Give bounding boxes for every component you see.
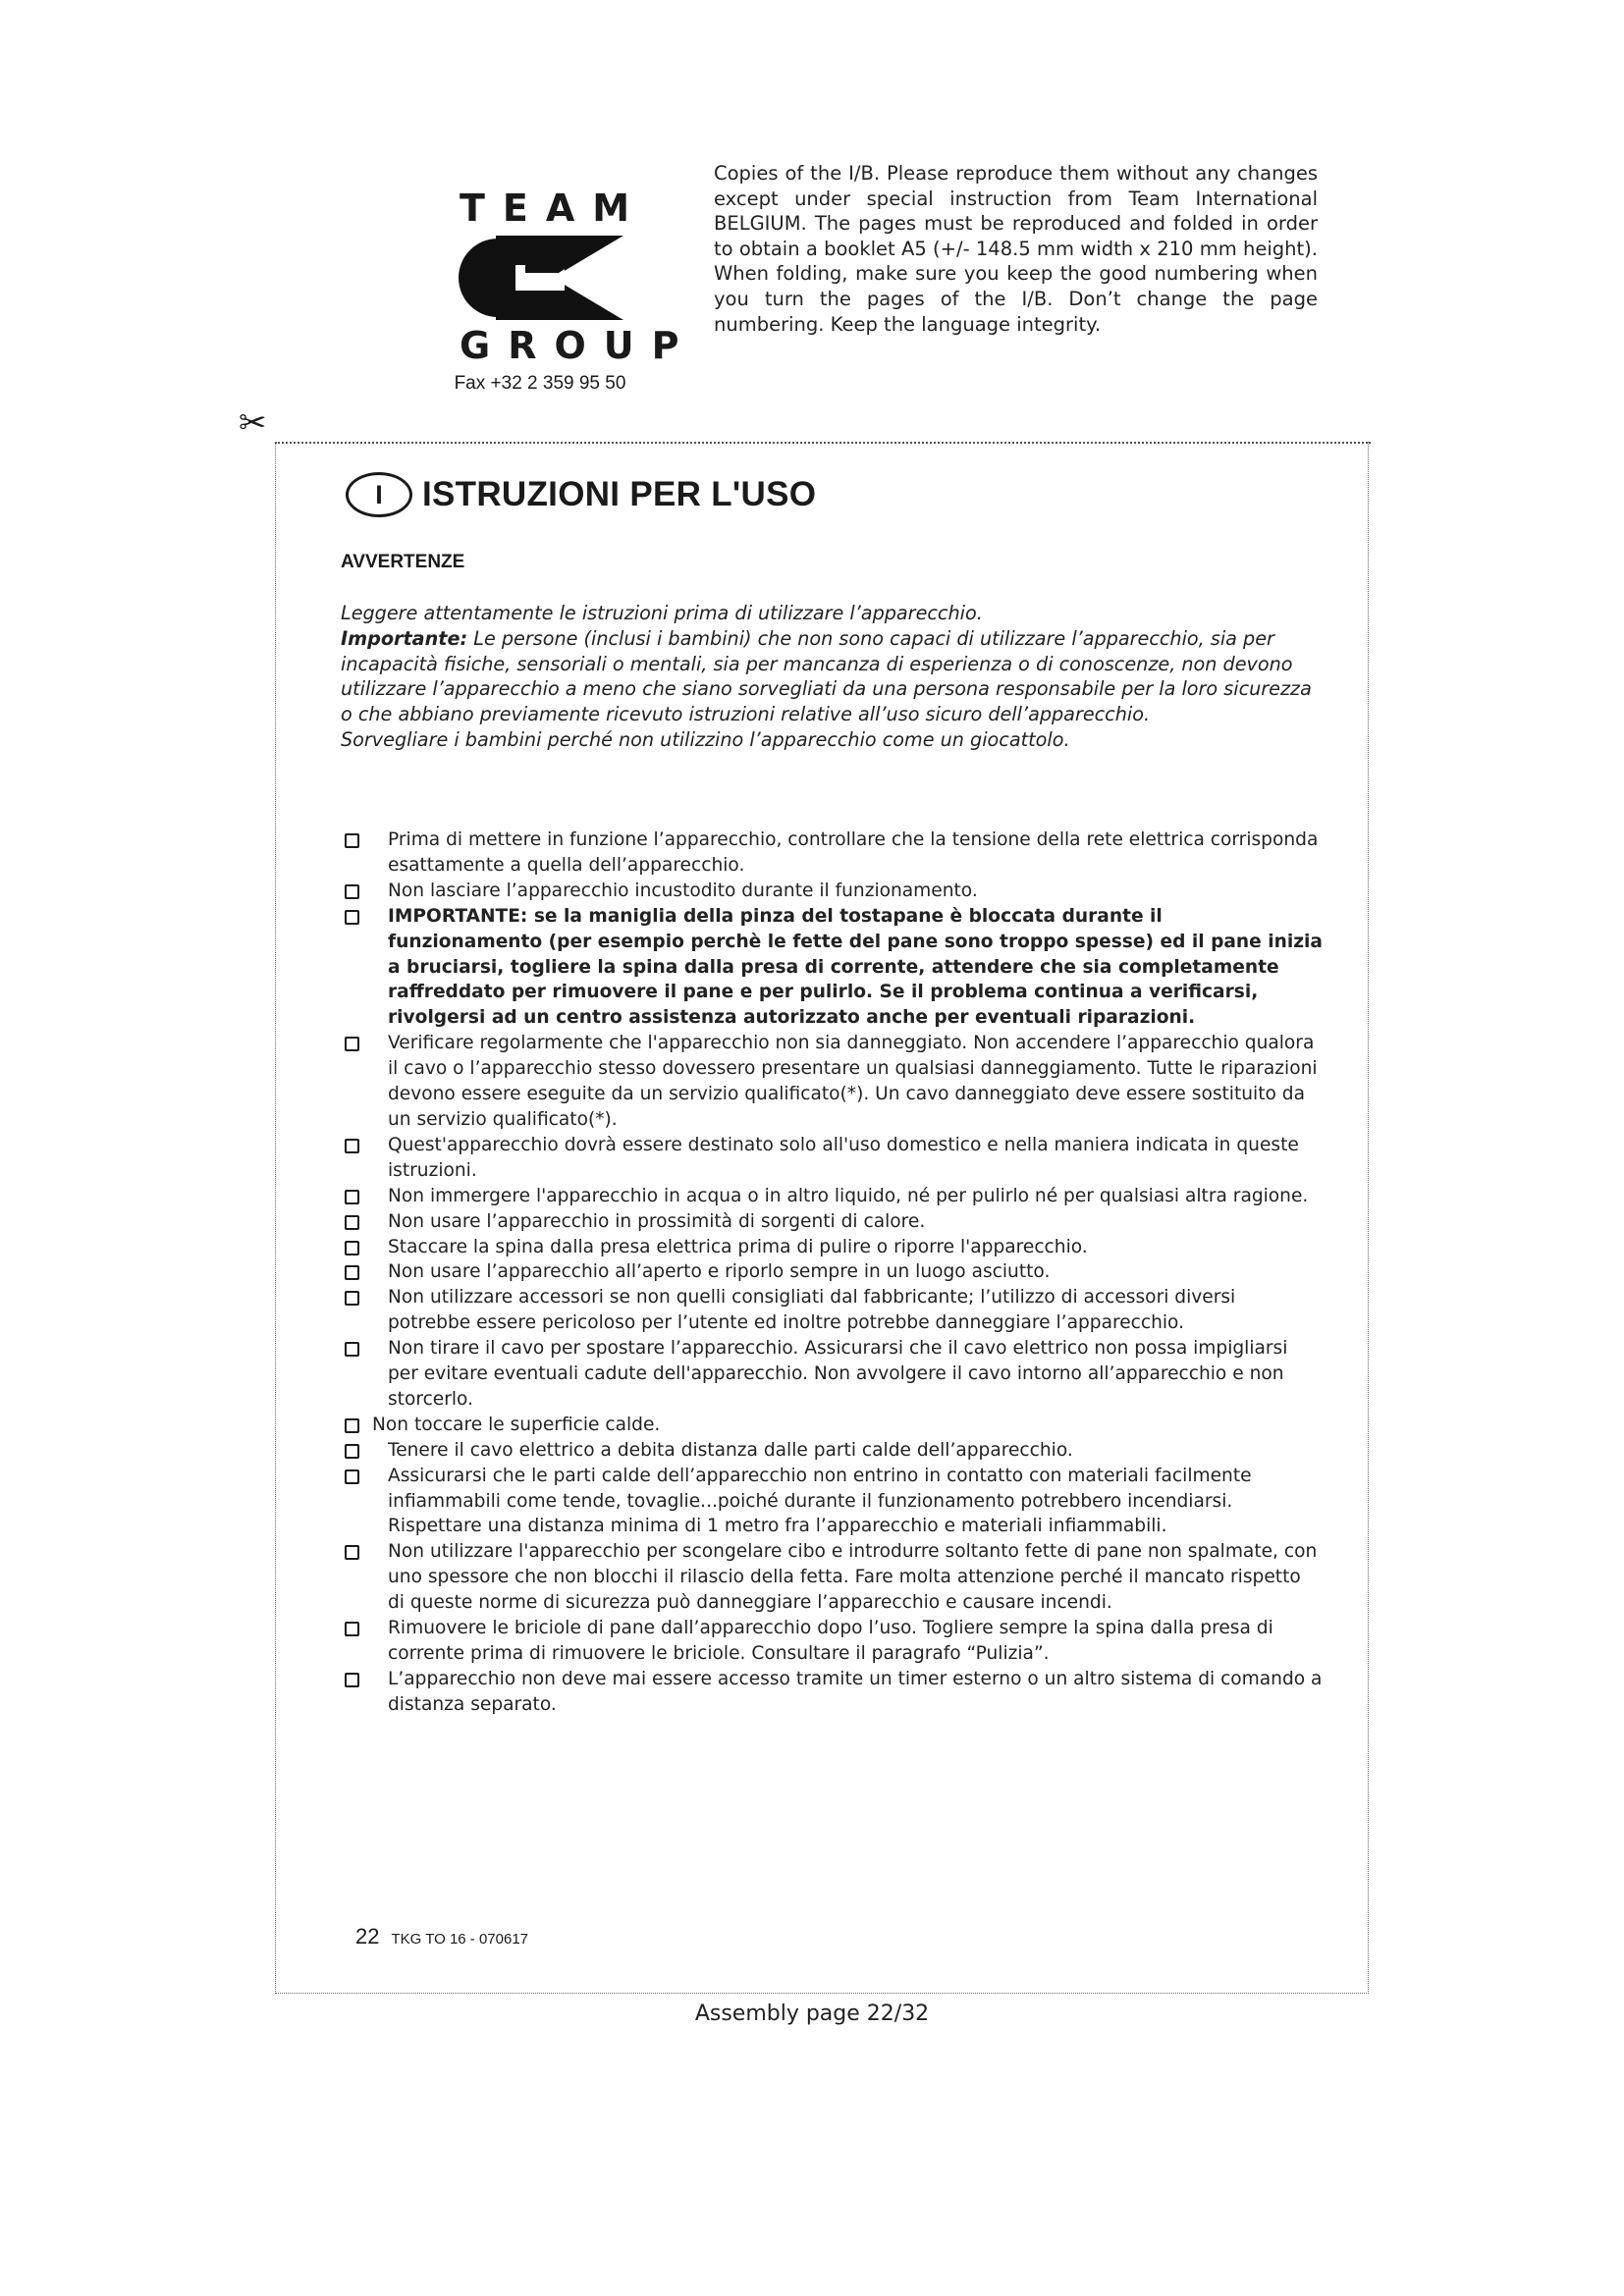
reproduction-note: Copies of the I/B. Please reproduce them without any changes except under special instruction from Team International BELGIUM. The pages must be reproduced and folded in order to obtain a booklet A5 (+/- 148.5 mm width x 210 mm height). When folding, make sure you keep the good numbering when you turn the pages of the I/B. Don’t change the page numbering. Keep the language integrity.: [714, 162, 1318, 336]
assembly-page-label: Assembly page 22/32: [694, 2002, 930, 2026]
checkbox-bullet-icon: [345, 1418, 359, 1433]
document-code: TKG TO 16 - 070617: [391, 1931, 529, 1948]
page-title: ISTRUZIONI PER L'USO: [422, 475, 817, 513]
list-item: Non utilizzare l'apparecchio per scongelare cibo e introdurre soltanto fette di pane non spalmate, con uno spessore che non blocchi il rilascio della fetta. Fare molta attenzione perché il mancato rispetto di queste norme di sicurezza può danneggiare l’apparecchio e causare incendi.: [341, 1539, 1323, 1616]
list-item: Non usare l’apparecchio in prossimità di sorgenti di calore.: [341, 1209, 1323, 1235]
page-number: 22: [355, 1924, 380, 1949]
important-paragraph: [341, 626, 1323, 727]
logo-k-mark-icon: [457, 236, 623, 320]
checkbox-bullet-icon: [345, 1139, 359, 1153]
list-item: L’apparecchio non deve mai essere accesso tramite un timer esterno o un altro sistema di comando a distanza separato.: [341, 1667, 1323, 1718]
checkbox-bullet-icon: [345, 1190, 359, 1204]
checkbox-bullet-icon: [345, 1469, 359, 1484]
list-item: Non utilizzare accessori se non quelli consigliati dal fabbricante; l’utilizzo di accessori diversi potrebbe essere pericoloso per l’utente ed inoltre potrebbe danneggiare l’apparecchio.: [341, 1285, 1323, 1336]
list-item: IMPORTANTE: se la maniglia della pinza del tostapane è bloccata durante il funzionamento (per esempio perchè le fette del pane sono troppo spesse) ed il pane inizia a bruciarsi, togliere la spina dalla presa di corrente, attendere che sia completamente raffreddato per rimuovere il pane e per pulirlo. Se il problema continua a verificarsi, rivolgersi ad un centro assistenza autorizzato anche per eventuali riparazioni.: [341, 904, 1323, 1032]
fax-number: Fax +32 2 359 95 50: [454, 373, 626, 394]
language-badge: I: [346, 472, 412, 517]
checkbox-bullet-icon: [345, 1265, 359, 1280]
list-item: Assicurarsi che le parti calde dell’apparecchio non entrino in contatto con materiali facilmente infiammabili come tende, tovaglie...poiché durante il funzionamento potrebbero incendiarsi. Rispettare una distanza minima di 1 metro fra l’apparecchio e materiali infiammabili.: [341, 1464, 1323, 1540]
team-group-logo: [442, 187, 697, 395]
intro-line: Sorvegliare i bambini perché non utilizzino l’apparecchio come un giocattolo.: [341, 727, 1070, 751]
section-header: [346, 469, 816, 520]
list-item: Rimuovere le briciole di pane dall’apparecchio dopo l’uso. Togliere sempre la spina dalla presa di corrente prima di rimuovere le briciole. Consultare il paragrafo “Pulizia”.: [341, 1616, 1323, 1667]
important-label: Importante:: [341, 626, 468, 650]
checkbox-bullet-icon: [345, 884, 359, 899]
checkbox-bullet-icon: [345, 1622, 359, 1636]
list-item: Staccare la spina dalla presa elettrica prima di pulire o riporre l'apparecchio.: [341, 1235, 1323, 1260]
list-item: Non immergere l'apparecchio in acqua o in altro liquido, né per pulirlo né per qualsiasi altra ragione.: [341, 1184, 1323, 1209]
page-footer: [355, 1924, 528, 1949]
checkbox-bullet-icon: [345, 833, 359, 848]
checkbox-bullet-icon: [345, 1241, 359, 1255]
checkbox-bullet-icon: [345, 910, 359, 925]
logo-top-word: TEAM: [460, 187, 648, 230]
safety-rules-list: [341, 828, 1323, 1718]
checkbox-bullet-icon: [345, 1037, 359, 1051]
list-item: Non usare l’apparecchio all’aperto e riporlo sempre in un luogo asciutto.: [341, 1259, 1323, 1285]
list-item: Non lasciare l’apparecchio incustodito durante il funzionamento.: [341, 879, 1323, 904]
checkbox-bullet-icon: [345, 1215, 359, 1230]
scissors-icon: ✂: [239, 403, 267, 443]
list-item: Prima di mettere in funzione l’apparecchio, controllare che la tensione della rete elettrica corrisponda esattamente a quella dell’apparecchio.: [341, 828, 1323, 879]
list-item: Non toccare le superficie calde.: [341, 1413, 1323, 1438]
list-item: Verificare regolarmente che l'apparecchio non sia danneggiato. Non accendere l’apparecchio qualora il cavo o l’apparecchio stesso dovessero presentare un qualsiasi danneggiamento. Tutte le riparazioni devono essere eseguite da un servizio qualificato(*). Un cavo danneggiato deve essere sostituito da un servizio qualificato(*).: [341, 1031, 1323, 1133]
logo-bottom-word: GROUP: [460, 324, 697, 367]
checkbox-bullet-icon: [345, 1291, 359, 1306]
important-text: Le persone (inclusi i bambini) che non sono capaci di utilizzare l’apparecchio, sia per incapacità fisiche, sensoriali o mentali, sia per mancanza di esperienza o di conoscenze, non devono utilizzare l’apparecchio a meno che siano sorvegliati da una persona responsabile per la loro sicurezza o che abbiano previamente ricevuto istruzioni relative all’uso sicuro dell’apparecchio.: [341, 626, 1312, 726]
checkbox-bullet-icon: [345, 1545, 359, 1560]
checkbox-bullet-icon: [345, 1444, 359, 1459]
list-item: Tenere il cavo elettrico a debita distanza dalle parti calde dell’apparecchio.: [341, 1438, 1323, 1464]
checkbox-bullet-icon: [345, 1342, 359, 1357]
intro-line: Leggere attentamente le istruzioni prima di utilizzare l’apparecchio.: [341, 602, 983, 624]
list-item: Non tirare il cavo per spostare l’apparecchio. Assicurarsi che il cavo elettrico non possa impigliarsi per evitare eventuali cadute dell'apparecchio. Non avvolgere il cavo intorno all’apparecchio e non storcerlo.: [341, 1336, 1323, 1413]
list-item: Quest'apparecchio dovrà essere destinato solo all'uso domestico e nella maniera indicata in queste istruzioni.: [341, 1133, 1323, 1184]
checkbox-bullet-icon: [345, 1673, 359, 1687]
intro-block: [341, 601, 1323, 753]
warnings-heading: AVVERTENZE: [341, 552, 465, 572]
